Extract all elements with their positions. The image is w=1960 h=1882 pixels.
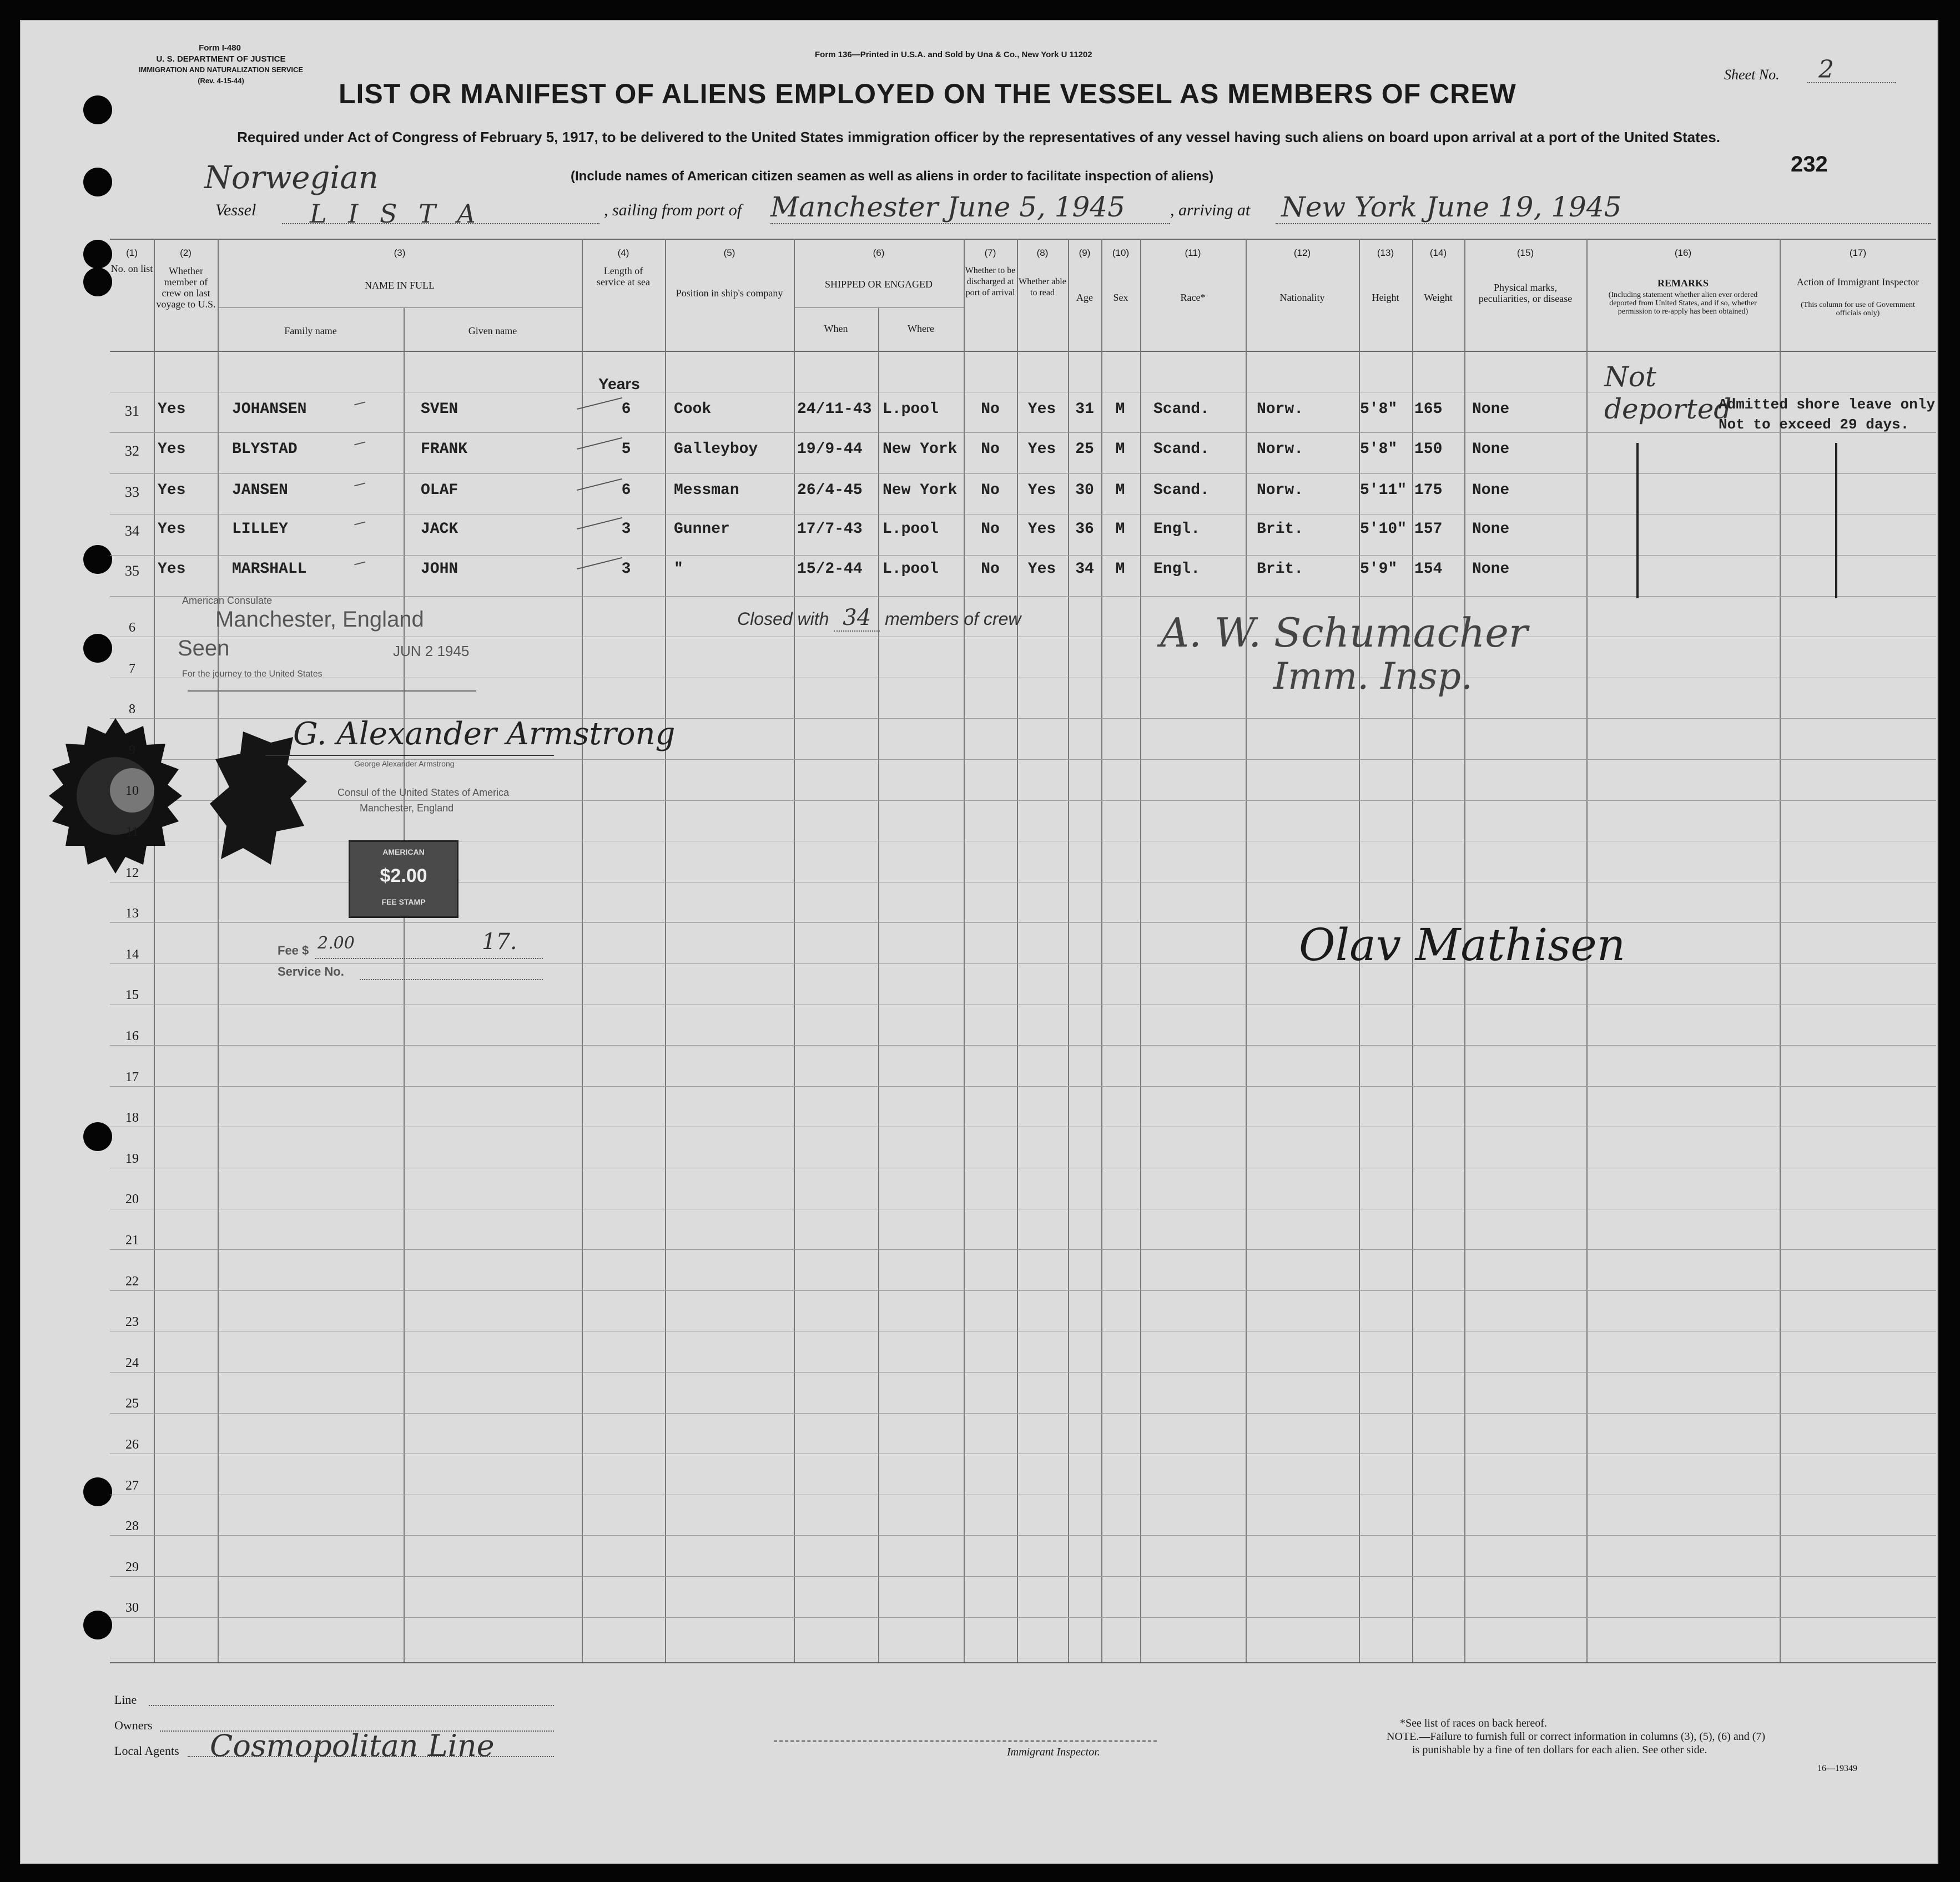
cell-family: LILLEY — [232, 521, 288, 538]
cell-height: 5'10" — [1360, 521, 1407, 538]
col-head-action-note: (This column for use of Government officials only) — [1801, 301, 1915, 317]
footer-line-dotline — [149, 1705, 554, 1706]
row-rule — [110, 1290, 1936, 1291]
sheet-label: Sheet No. — [1724, 67, 1780, 83]
revision: (Rev. 4-15-44) — [198, 77, 244, 85]
row-number: 17 — [125, 1070, 139, 1084]
col-head-when: When — [824, 323, 848, 334]
row-number: 10 — [125, 784, 139, 798]
master-signature: Olav Mathisen — [1299, 919, 1626, 971]
col-head-remarks-note: (Including statement whether alien ever ordered deported from United States, and if so, whether permission to re-apply has been obtained) — [1608, 291, 1758, 316]
col-head-no: No. on list — [110, 263, 153, 274]
punch-hole — [83, 1611, 112, 1639]
row-number: 11 — [125, 825, 139, 839]
vessel-dotline — [282, 223, 599, 224]
cell-when: 26/4-45 — [797, 482, 863, 499]
cell-weight: 165 — [1414, 401, 1443, 418]
cell-marks: None — [1472, 441, 1510, 458]
col-head-nationality: Nationality — [1279, 292, 1325, 303]
punch-hole — [83, 240, 112, 269]
page-number: 232 — [1791, 152, 1828, 176]
cell-where: L.pool — [883, 401, 939, 418]
col-head-position: Position in ship's company — [676, 287, 783, 299]
row-number: 30 — [125, 1601, 139, 1615]
cell-last-voyage: Yes — [158, 401, 186, 418]
arriving-port: New York June 19, 1945 — [1281, 191, 1622, 223]
cell-read: Yes — [1027, 441, 1056, 458]
cell-marks: None — [1472, 561, 1510, 578]
col-divider — [794, 239, 795, 1662]
cell-where: L.pool — [883, 521, 939, 538]
col-num: (11) — [1185, 248, 1201, 258]
row-rule — [110, 1249, 1936, 1250]
consul-title: Consul of the United States of America — [337, 787, 510, 798]
cell-family: MARSHALL — [232, 561, 307, 578]
cell-discharged: No — [981, 561, 1000, 578]
cell-height: 5'8" — [1360, 401, 1398, 418]
col-num: (10) — [1112, 248, 1130, 258]
col-num: (8) — [1036, 248, 1049, 258]
col-divider — [665, 239, 666, 1662]
fee-stamp-bottom: FEE STAMP — [381, 897, 426, 906]
consulate-journey: For the journey to the United States — [182, 669, 323, 679]
row-rule — [110, 1086, 1936, 1087]
cell-position: Messman — [674, 482, 739, 499]
table-top-border — [110, 239, 1936, 240]
cell-height: 5'9" — [1360, 561, 1398, 578]
subheader-line — [794, 307, 964, 308]
arriving-dotline — [1276, 223, 1931, 224]
col-num: (4) — [617, 248, 629, 258]
col-num: (16) — [1674, 248, 1692, 258]
consulate-seen: Seen — [178, 636, 230, 660]
cell-race: Scand. — [1153, 482, 1210, 499]
row-number: 23 — [125, 1315, 139, 1329]
cell-age: 31 — [1075, 401, 1094, 418]
cell-given: SVEN — [421, 401, 458, 418]
cell-service: 6 — [621, 482, 631, 499]
footer-agents-label: Local Agents — [114, 1744, 179, 1758]
col-num: (2) — [180, 248, 192, 258]
cell-given: JOHN — [421, 561, 458, 578]
closed-count: 34 — [834, 605, 880, 632]
seal-impression — [210, 731, 310, 876]
closed-with-stamp — [737, 605, 1021, 630]
cell-marks: None — [1472, 401, 1510, 418]
fee-label: Fee $ — [278, 943, 309, 957]
row-number: 20 — [125, 1192, 139, 1207]
col-head-read: Whether able to read — [1019, 277, 1066, 297]
cell-family: BLYSTAD — [232, 441, 298, 458]
cell-marks: None — [1472, 482, 1510, 499]
col-num: (17) — [1849, 248, 1867, 258]
cell-read: Yes — [1027, 401, 1056, 418]
printer-line: Form 136—Printed in U.S.A. and Sold by Una & Co., New York U 11202 — [815, 50, 1092, 59]
sailing-dotline — [770, 223, 1170, 224]
col-divider — [154, 239, 155, 1662]
cell-read: Yes — [1027, 521, 1056, 538]
footer-owners-label: Owners — [114, 1718, 153, 1732]
cell-race: Engl. — [1153, 521, 1201, 538]
cell-race: Engl. — [1153, 561, 1201, 578]
cell-age: 30 — [1075, 482, 1094, 499]
consul-name: George Alexander Armstrong — [354, 759, 455, 768]
fee-tariff: 17. — [482, 929, 517, 955]
cell-marks: None — [1472, 521, 1510, 538]
cell-sex: M — [1115, 401, 1125, 418]
manifest-sheet — [20, 20, 1938, 1864]
footer-inspector-label: Immigrant Inspector. — [1007, 1746, 1100, 1758]
cell-height: 5'11" — [1360, 482, 1407, 499]
col-head-action: Action of Immigrant Inspector — [1796, 276, 1919, 287]
cell-sex: M — [1115, 441, 1125, 458]
requirement-text: Required under Act of Congress of February 5, 1917, to be delivered to the United States immigration officer by the representatives of any vessel having such aliens on board upon arrival at a port of the United States. — [237, 129, 1720, 145]
col-num: (5) — [723, 248, 735, 258]
cell-last-voyage: Yes — [158, 521, 186, 538]
cell-where: New York — [883, 482, 958, 499]
cell-position: Gunner — [674, 521, 730, 538]
cell-weight: 175 — [1414, 482, 1443, 499]
cell-nationality: Norw. — [1257, 401, 1304, 418]
service-label: Service No. — [278, 965, 344, 978]
cell-given: FRANK — [421, 441, 468, 458]
cell-age: 25 — [1075, 441, 1094, 458]
consulate-city: Manchester, England — [215, 607, 424, 632]
cell-given: OLAF — [421, 482, 458, 499]
cell-race: Scand. — [1153, 441, 1210, 458]
consul-city: Manchester, England — [360, 803, 454, 814]
subheader-line — [218, 307, 582, 308]
cell-given: JACK — [421, 521, 458, 538]
col-head-where: Where — [908, 323, 934, 334]
footer-note-1: *See list of races on back hereof. — [1400, 1717, 1547, 1729]
row-number: 21 — [125, 1233, 139, 1248]
col-head-name: NAME IN FULL — [365, 280, 435, 291]
row-number: 29 — [125, 1560, 139, 1575]
col-head-weight: Weight — [1424, 292, 1453, 303]
consulate-date: JUN 2 1945 — [393, 643, 470, 659]
inspector-sign-line — [774, 1740, 1157, 1742]
nationality-handwritten: Norwegian — [204, 160, 379, 196]
punch-hole — [83, 545, 112, 574]
footer-line-label: Line — [114, 1693, 137, 1707]
col-head-last-voyage: Whether member of crew on last voyage to U.S. — [156, 265, 216, 310]
cell-position: Galleyboy — [674, 441, 758, 458]
cell-no: 35 — [125, 563, 139, 579]
service-dotline — [360, 979, 543, 980]
col-num: (6) — [873, 248, 885, 258]
cell-when: 19/9-44 — [797, 441, 863, 458]
cell-last-voyage: Yes — [158, 482, 186, 499]
col-divider — [1780, 239, 1781, 1662]
col-num: (15) — [1516, 248, 1534, 258]
punch-hole — [83, 1122, 112, 1151]
col-divider — [582, 239, 583, 1662]
cell-sex: M — [1115, 521, 1125, 538]
punch-hole — [83, 95, 112, 124]
closed-suffix: members of crew — [885, 609, 1021, 629]
row-rule — [110, 1535, 1936, 1536]
closed-prefix: Closed with — [737, 609, 829, 629]
years-label: Years — [598, 375, 640, 392]
col-divider — [1246, 239, 1247, 1662]
remarks-vertical-mark — [1636, 443, 1639, 598]
row-number: 16 — [125, 1029, 139, 1043]
row-number: 24 — [125, 1356, 139, 1370]
col-head-family: Family name — [284, 325, 337, 336]
cell-discharged: No — [981, 521, 1000, 538]
cell-weight: 157 — [1414, 521, 1443, 538]
col-head-race: Race* — [1180, 292, 1206, 303]
fee-stamp-amount: $2.00 — [380, 865, 427, 886]
row-number: 9 — [129, 743, 135, 758]
row-rule — [110, 800, 1936, 801]
row-number: 26 — [125, 1437, 139, 1452]
col-divider — [878, 307, 879, 1662]
row-rule — [110, 432, 1936, 433]
cell-position: " — [674, 561, 683, 578]
cell-nationality: Norw. — [1257, 482, 1304, 499]
cell-service: 3 — [621, 561, 631, 578]
cell-nationality: Brit. — [1257, 561, 1304, 578]
col-num: (3) — [394, 248, 406, 258]
col-divider — [1101, 239, 1102, 1662]
arriving-label: , arriving at — [1170, 201, 1251, 219]
fee-stamp — [349, 840, 458, 918]
col-num: (14) — [1429, 248, 1447, 258]
row-rule — [110, 922, 1936, 923]
cell-service: 3 — [621, 521, 631, 538]
col-head-sex: Sex — [1113, 292, 1128, 303]
cell-age: 34 — [1075, 561, 1094, 578]
consulate-dotline — [188, 690, 476, 692]
col-divider — [218, 239, 219, 1662]
row-rule — [110, 555, 1936, 556]
remarks-not-deported: Not deported — [1604, 361, 1732, 425]
punch-hole — [83, 634, 112, 663]
row-number: 22 — [125, 1274, 139, 1289]
row-rule — [110, 963, 1936, 964]
row-number: 28 — [125, 1519, 139, 1533]
service-name: IMMIGRATION AND NATURALIZATION SERVICE — [138, 65, 304, 74]
col-num: (9) — [1079, 248, 1091, 258]
col-num: (12) — [1293, 248, 1311, 258]
consulate-label: American Consulate — [182, 595, 273, 606]
consul-signature: G. Alexander Armstrong — [293, 716, 676, 752]
col-head-shipped: SHIPPED OR ENGAGED — [824, 279, 933, 290]
form-number: Form I-480 — [199, 43, 241, 53]
sheet-dotline — [1807, 82, 1896, 83]
col-num: (13) — [1377, 248, 1394, 258]
cell-when: 24/11-43 — [797, 401, 872, 418]
footer-agents-dotline — [188, 1756, 554, 1757]
row-number: 19 — [125, 1152, 139, 1166]
cell-family: JANSEN — [232, 482, 288, 499]
col-head-service: Length of service at sea — [597, 265, 650, 287]
table-bottom-border — [110, 1662, 1936, 1663]
cell-when: 17/7-43 — [797, 521, 863, 538]
cell-service: 6 — [621, 401, 631, 418]
cell-discharged: No — [981, 441, 1000, 458]
row-number: 8 — [129, 702, 135, 717]
col-divider — [404, 307, 405, 1662]
cell-nationality: Brit. — [1257, 521, 1304, 538]
row-rule — [110, 596, 1936, 597]
punch-hole — [83, 168, 112, 196]
col-head-remarks: REMARKS — [1657, 277, 1709, 289]
inspector-title: Imm. Insp. — [1273, 655, 1473, 698]
page-title: LIST OR MANIFEST OF ALIENS EMPLOYED ON THE VESSEL AS MEMBERS OF CREW — [339, 78, 1516, 109]
consul-sign-line — [265, 755, 554, 756]
inspector-signature: A. W. Schumacher — [1160, 609, 1528, 656]
row-number: 6 — [129, 620, 135, 635]
row-rule — [110, 1372, 1936, 1373]
cell-position: Cook — [674, 401, 712, 418]
col-num: (7) — [984, 248, 996, 258]
footer-form-code: 16—19349 — [1817, 1764, 1857, 1773]
cell-no: 34 — [125, 523, 139, 539]
cell-no: 32 — [125, 443, 139, 459]
row-number: 15 — [125, 988, 139, 1002]
vessel-label: Vessel — [215, 201, 256, 219]
sailing-label: , sailing from port of — [604, 201, 742, 219]
cell-read: Yes — [1027, 561, 1056, 578]
footer-note-2: NOTE.—Failure to furnish full or correct information in columns (3), (5), (6) and (7) — [1387, 1730, 1766, 1743]
cell-discharged: No — [981, 401, 1000, 418]
cell-race: Scand. — [1153, 401, 1210, 418]
remarks-admitted-2: Not to exceed 29 days. — [1719, 416, 1909, 433]
row-rule — [110, 1045, 1936, 1046]
cell-sex: M — [1115, 561, 1125, 578]
cell-weight: 154 — [1414, 561, 1443, 578]
col-head-discharged: Whether to be discharged at port of arrival — [965, 266, 1016, 297]
col-head-marks: Physical marks, peculiarities, or disease — [1478, 282, 1573, 304]
row-number: 7 — [129, 662, 135, 676]
row-number: 13 — [125, 906, 139, 921]
punch-hole — [83, 1477, 112, 1506]
cell-service: 5 — [621, 441, 631, 458]
cell-last-voyage: Yes — [158, 441, 186, 458]
cell-no: 33 — [125, 484, 139, 500]
action-vertical-mark — [1835, 443, 1837, 598]
col-num: (1) — [126, 248, 138, 258]
include-note: (Include names of American citizen seamen as well as aliens in order to facilitate inspection of aliens) — [571, 169, 1214, 184]
row-rule — [110, 473, 1936, 474]
cell-height: 5'8" — [1360, 441, 1398, 458]
cell-where: New York — [883, 441, 958, 458]
fee-stamp-top: AMERICAN — [382, 847, 425, 856]
remarks-admitted-1: Admitted shore leave only — [1719, 396, 1936, 413]
fee-dotline — [315, 958, 543, 959]
cell-where: L.pool — [883, 561, 939, 578]
row-number: 27 — [125, 1479, 139, 1493]
footer-note-3: is punishable by a fine of ten dollars for each alien. See other side. — [1412, 1744, 1707, 1756]
row-rule — [110, 1576, 1936, 1577]
row-rule — [110, 1413, 1936, 1414]
row-rule — [110, 1617, 1936, 1618]
row-number: 14 — [125, 947, 139, 962]
cell-discharged: No — [981, 482, 1000, 499]
cell-last-voyage: Yes — [158, 561, 186, 578]
col-divider — [1140, 239, 1141, 1662]
fee-value: 2.00 — [318, 934, 355, 953]
cell-sex: M — [1115, 482, 1125, 499]
col-head-height: Height — [1372, 292, 1399, 303]
punch-hole — [83, 268, 112, 296]
department: U. S. DEPARTMENT OF JUSTICE — [156, 54, 286, 64]
cell-family: JOHANSEN — [232, 401, 307, 418]
row-number: 12 — [125, 866, 139, 880]
cell-when: 15/2-44 — [797, 561, 863, 578]
cell-read: Yes — [1027, 482, 1056, 499]
row-number: 18 — [125, 1111, 139, 1125]
cell-no: 31 — [125, 403, 139, 419]
footer-agents-value: Cosmopolitan Line — [210, 1728, 495, 1763]
col-head-age: Age — [1076, 292, 1093, 303]
header-bottom-border — [110, 351, 1936, 352]
cell-age: 36 — [1075, 521, 1094, 538]
sheet-number: 2 — [1818, 55, 1834, 84]
cell-nationality: Norw. — [1257, 441, 1304, 458]
col-head-given: Given name — [468, 325, 517, 336]
sailing-port: Manchester June 5, 1945 — [770, 191, 1125, 223]
row-number: 25 — [125, 1396, 139, 1411]
vessel-name: L I S T A — [310, 199, 482, 229]
cell-weight: 150 — [1414, 441, 1443, 458]
